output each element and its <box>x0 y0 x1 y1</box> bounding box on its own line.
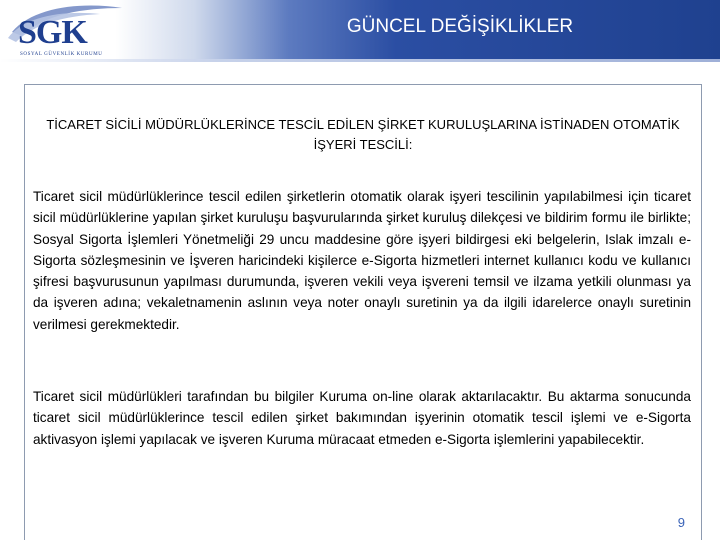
section-title: TİCARET SİCİLİ MÜDÜRLÜKLERİNCE TESCİL EDİLEN ŞİRKET KURULUŞLARINA İSTİNADEN OTOMATİK İŞYERİ TESCİLİ: <box>46 117 680 152</box>
content-box <box>24 84 702 540</box>
logo-text: SGK <box>18 14 87 51</box>
sgk-logo <box>4 2 124 60</box>
page-number: 9 <box>677 515 685 530</box>
logo-subtitle: SOSYAL GÜVENLİK KURUMU <box>20 52 103 57</box>
header-bar <box>0 0 720 62</box>
page-title: GÜNCEL DEĞİŞİKLİKLER <box>346 16 574 37</box>
paragraph-2: Ticaret sicil müdürlükleri tarafından bu bilgiler Kuruma on-line olarak aktarılacaktır. Bu aktarma sonucunda ticaret sicil müdürlüklerince tescil edilen şirket bakımından işyerinin otomatik tescil işlemi ve e-Sigorta aktivasyon işlemi yapılacak ve işveren Kuruma müracaat etmeden e-Sigorta işlemlerini yapabilecektir. <box>33 389 691 447</box>
paragraph-1: Ticaret sicil müdürlüklerince tescil edilen şirketlerin otomatik olarak işyeri tescilinin yapılabilmesi için ticaret sicil müdürlüklerine yapılan şirket kuruluşu başvurularında şirket kuruluş dilekçesi ve bildirim formu ile birlikte; Sosyal Sigorta İşlemleri Yönetmeliği 29 uncu maddesine göre işyeri bildirgesi eki belgelerin, Islak imzalı e-Sigorta sözleşmesinin ve İşveren haricindeki kişilerce e-Sigorta hizmetleri internet kullanıcı kodu ve kullanıcı şifresi başvurusunun yapılması durumunda, işveren vekili veya işvereni temsil ve ilzama yetkili olunması ya da işveren adına; vekaletnamenin aslının veya noter onaylı suretinin ya da ilgili idarelerce onaylı suretinin verilmesi gerekmektedir. <box>33 189 691 332</box>
